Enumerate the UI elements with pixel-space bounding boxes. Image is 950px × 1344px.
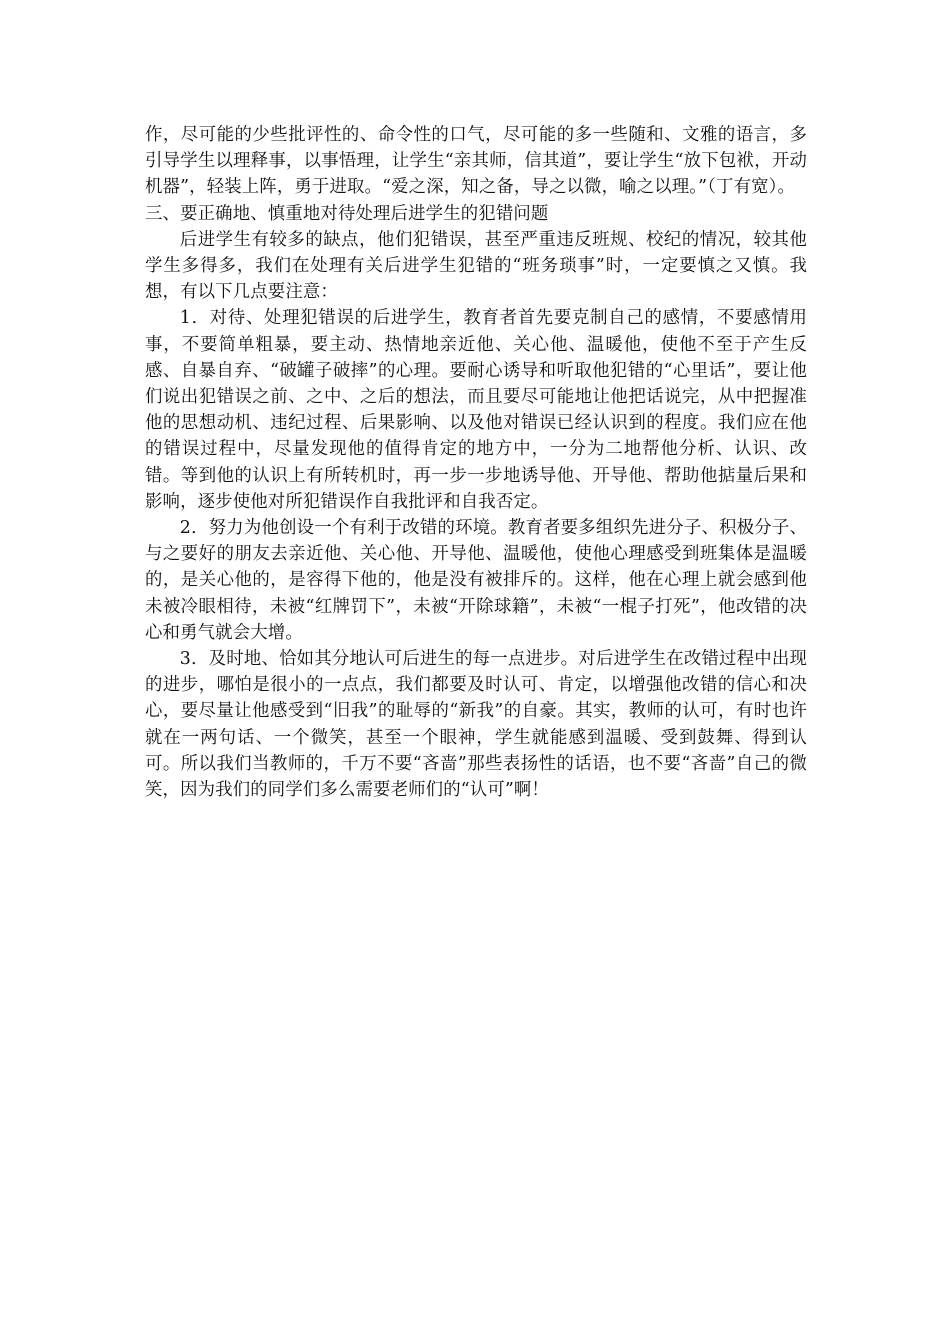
paragraph-point-1: 1．对待、处理犯错误的后进学生，教育者首先要克制自己的感情，不要感情用事，不要简单粗暴，要主动、热情地亲近他、关心他、温暖他，使他不至于产生反感、自暴自弃、“破罐子破摔”的心理。要耐心诱导和听取他犯错的“心里话”，要让他们说出犯错误之前、之中、之后的想法，而且要尽可能地让他把话说完，从中把握准他的思想动机、违纪过程、后果影响、以及他对错误已经认识到的程度。我们应在他的错误过程中，尽量发现他的值得肯定的地方中，一分为二地帮他分析、认识、改错。等到他的认识上有所转机时，再一步一步地诱导他、开导他、帮助他掂量后果和影响，逐步使他对所犯错误作自我批评和自我否定。 xyxy=(145,308,807,512)
document-body xyxy=(145,122,807,803)
paragraph-continuation: 作，尽可能的少些批评性的、命令性的口气，尽可能的多一些随和、文雅的语言，多引导学生以理释事，以事悟理，让学生“亲其师，信其道”，要让学生“放下包袱，开动机器”，轻装上阵，勇于进取。“爱之深，知之备，导之以微，喻之以理。”（丁有宽）。 xyxy=(145,125,807,198)
section-heading: 三、要正确地、慎重地对待处理后进学生的犯错问题 xyxy=(145,203,549,224)
paragraph-intro: 后进学生有较多的缺点，他们犯错误，甚至严重违反班规、校纪的情况，较其他学生多得多，我们在处理有关后进学生犯错的“班务琐事”时，一定要慎之又慎。我想，有以下几点要注意： xyxy=(145,229,807,303)
paragraph-point-3: 3．及时地、恰如其分地认可后进生的每一点进步。对后进学生在改错过程中出现的进步，哪怕是很小的一点点，我们都要及时认可、肯定，以增强他改错的信心和决心，要尽量让他感受到“旧我”的耻辱的“新我”的自豪。其实，教师的认可，有时也许就在一两句话、一个微笑，甚至一个眼神，学生就能感到温暖、受到鼓舞、得到认可。所以我们当教师的，千万不要“吝啬”那些表扬性的话语，也不要“吝啬”自己的微笑，因为我们的同学们多么需要老师们的“认可”啊！ xyxy=(145,649,807,801)
paragraph-point-2: 2．努力为他创设一个有利于改错的环境。教育者要多组织先进分子、积极分子、与之要好的朋友去亲近他、关心他、开导他、温暖他，使他心理感受到班集体是温暖的，是关心他的，是容得下他的，他是没有被排斥的。这样，他在心理上就会感到他未被冷眼相待，未被“红牌罚下”，未被“开除球籍”，未被“一棍子打死”，他改错的决心和勇气就会大增。 xyxy=(145,518,807,643)
